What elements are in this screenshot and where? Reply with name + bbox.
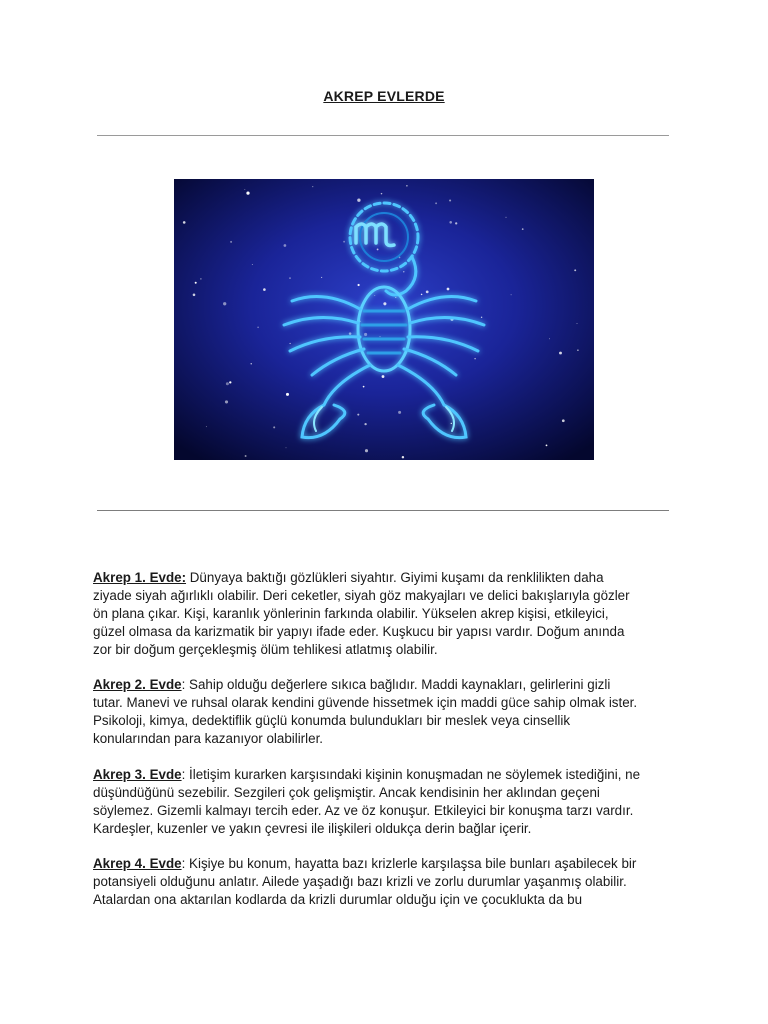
- star: [546, 445, 548, 447]
- star: [257, 326, 259, 328]
- star: [365, 449, 368, 452]
- paragraph-line: ziyade siyah ağırlıklı olabilir. Deri ceketler, siyah göz makyajları ve delici bakışlarıyla gözler: [93, 587, 630, 603]
- scorpio-illustration: [174, 179, 594, 460]
- star: [252, 264, 253, 265]
- star: [195, 282, 197, 284]
- star: [574, 269, 576, 271]
- paragraph-house-3: [93, 766, 683, 838]
- scorpio-scorpion-icon: [174, 179, 594, 460]
- paragraph-line: Psikoloji, kimya, dedektiflik güçlü konumda bulundukları bir meslek veya cinsellik: [93, 713, 571, 729]
- star: [395, 297, 396, 298]
- paragraph-label-separator: :: [181, 766, 186, 782]
- star: [447, 288, 450, 291]
- star: [398, 411, 401, 414]
- paragraph-label-separator: :: [181, 677, 186, 693]
- star: [284, 244, 287, 247]
- star: [230, 241, 232, 243]
- paragraph-line: konularından para kazanıyor olabilirler.: [93, 731, 324, 747]
- star: [402, 456, 404, 458]
- star: [562, 419, 565, 422]
- star: [522, 228, 524, 230]
- star: [364, 423, 366, 425]
- star: [357, 414, 359, 416]
- star: [559, 352, 562, 355]
- star: [474, 358, 476, 360]
- paragraph-line: Dünyaya baktığı gözlükleri siyahtır. Giyimi kuşamı da renklilikten daha: [186, 570, 604, 585]
- star: [225, 400, 228, 403]
- star: [244, 189, 245, 190]
- star: [223, 302, 226, 305]
- bottom-divider: [97, 510, 669, 511]
- star: [383, 302, 386, 305]
- star: [374, 295, 375, 296]
- star: [229, 381, 231, 383]
- document-body: [93, 569, 683, 927]
- star: [435, 202, 437, 204]
- star: [449, 221, 452, 224]
- star: [289, 277, 291, 279]
- paragraph-line: potansiyeli olduğunu anlatır. Ailede yaşadığı bazı krizli ve zorlu durumlar yaşanmış olabilir.: [93, 874, 627, 890]
- star: [381, 193, 383, 195]
- star: [349, 332, 352, 335]
- paragraph-line: düşündüğünü sezebilir. Sezgileri çok gelişmiştir. Ancak kendisinin her aklından geçeni: [93, 784, 600, 800]
- star: [246, 191, 249, 194]
- star: [321, 277, 322, 278]
- star: [286, 393, 289, 396]
- star: [273, 426, 275, 428]
- paragraph-line: tutar. Manevi ve ruhsal olarak kendini güvende hissetmek için maddi güce sahip olmak ister.: [93, 695, 638, 711]
- star: [577, 323, 578, 324]
- paragraph-house-2: [93, 676, 683, 748]
- star: [451, 423, 452, 424]
- star: [455, 222, 457, 224]
- paragraph-label-separator: :: [181, 856, 186, 872]
- star: [343, 241, 345, 243]
- star: [363, 386, 365, 388]
- star: [358, 284, 360, 286]
- star: [312, 186, 313, 187]
- star: [357, 199, 360, 202]
- star: [403, 271, 404, 272]
- paragraph-house-1: [93, 569, 683, 659]
- star: [406, 185, 408, 187]
- star: [200, 278, 201, 279]
- paragraph-label: Akrep 3. Evde: [93, 766, 182, 782]
- paragraph-line: Atalardan ona aktarılan kodlarda da krizli durumlar olduğu için ve çocuklukta da bu: [93, 892, 583, 908]
- top-divider: [97, 135, 669, 136]
- star: [251, 363, 252, 364]
- star: [193, 294, 196, 297]
- star: [577, 349, 579, 351]
- paragraph-line: Kişiye bu konum, hayatta bazı krizlerle karşılaşsa bile bunları aşabilecek bir: [185, 856, 637, 872]
- star: [505, 217, 506, 218]
- paragraph-line: söylemez. Gizemli kalmayı tercih eder. Az ve öz konuşur. Etkileyici bir konuşma tarzı vardır.: [93, 802, 634, 818]
- star: [226, 382, 229, 385]
- star: [263, 288, 266, 291]
- star: [426, 291, 429, 294]
- paragraph-line: ön plana çıkar. Kişi, karanlık yönlerinin farkında olabilir. Yükselen akrep kişisi, etkileyici,: [93, 605, 609, 621]
- star: [511, 294, 512, 295]
- star: [421, 294, 423, 296]
- star: [206, 426, 207, 427]
- star: [286, 447, 287, 448]
- document-title: AKREP EVLERDE: [323, 88, 445, 104]
- star: [377, 248, 379, 250]
- star: [364, 333, 367, 336]
- star: [449, 199, 451, 201]
- paragraph-line: Kardeşler, kuzenler ve yakın çevresi ile ilişkileri oldukça derin bağlar içerir.: [93, 820, 532, 836]
- star: [549, 338, 550, 339]
- paragraph-label: Akrep 4. Evde: [93, 856, 182, 872]
- star: [245, 455, 247, 457]
- star: [382, 375, 385, 378]
- star: [290, 343, 291, 344]
- paragraph-house-4: [93, 855, 683, 909]
- paragraph-label: Akrep 2. Evde: [93, 677, 182, 693]
- star: [183, 221, 186, 224]
- paragraph-line: İletişim kurarken karşısındaki kişinin konuşmadan ne söylemek istediğini, ne: [185, 766, 641, 782]
- paragraph-label: Akrep 1. Evde:: [93, 570, 187, 585]
- paragraph-line: Sahip olduğu değerlere sıkıca bağlıdır. Maddi kaynakları, gelirlerini gizli: [185, 677, 611, 693]
- star: [481, 317, 482, 318]
- paragraph-line: güzel olmasa da karizmatik bir yapıyı ifade eder. Kuşkucu bir yapısı vardır. Doğum anında: [93, 623, 625, 639]
- paragraph-line: zor bir doğum gerçekleşmiş ölüm tehlikesi atlatmış olabilir.: [93, 641, 438, 657]
- star: [379, 336, 380, 337]
